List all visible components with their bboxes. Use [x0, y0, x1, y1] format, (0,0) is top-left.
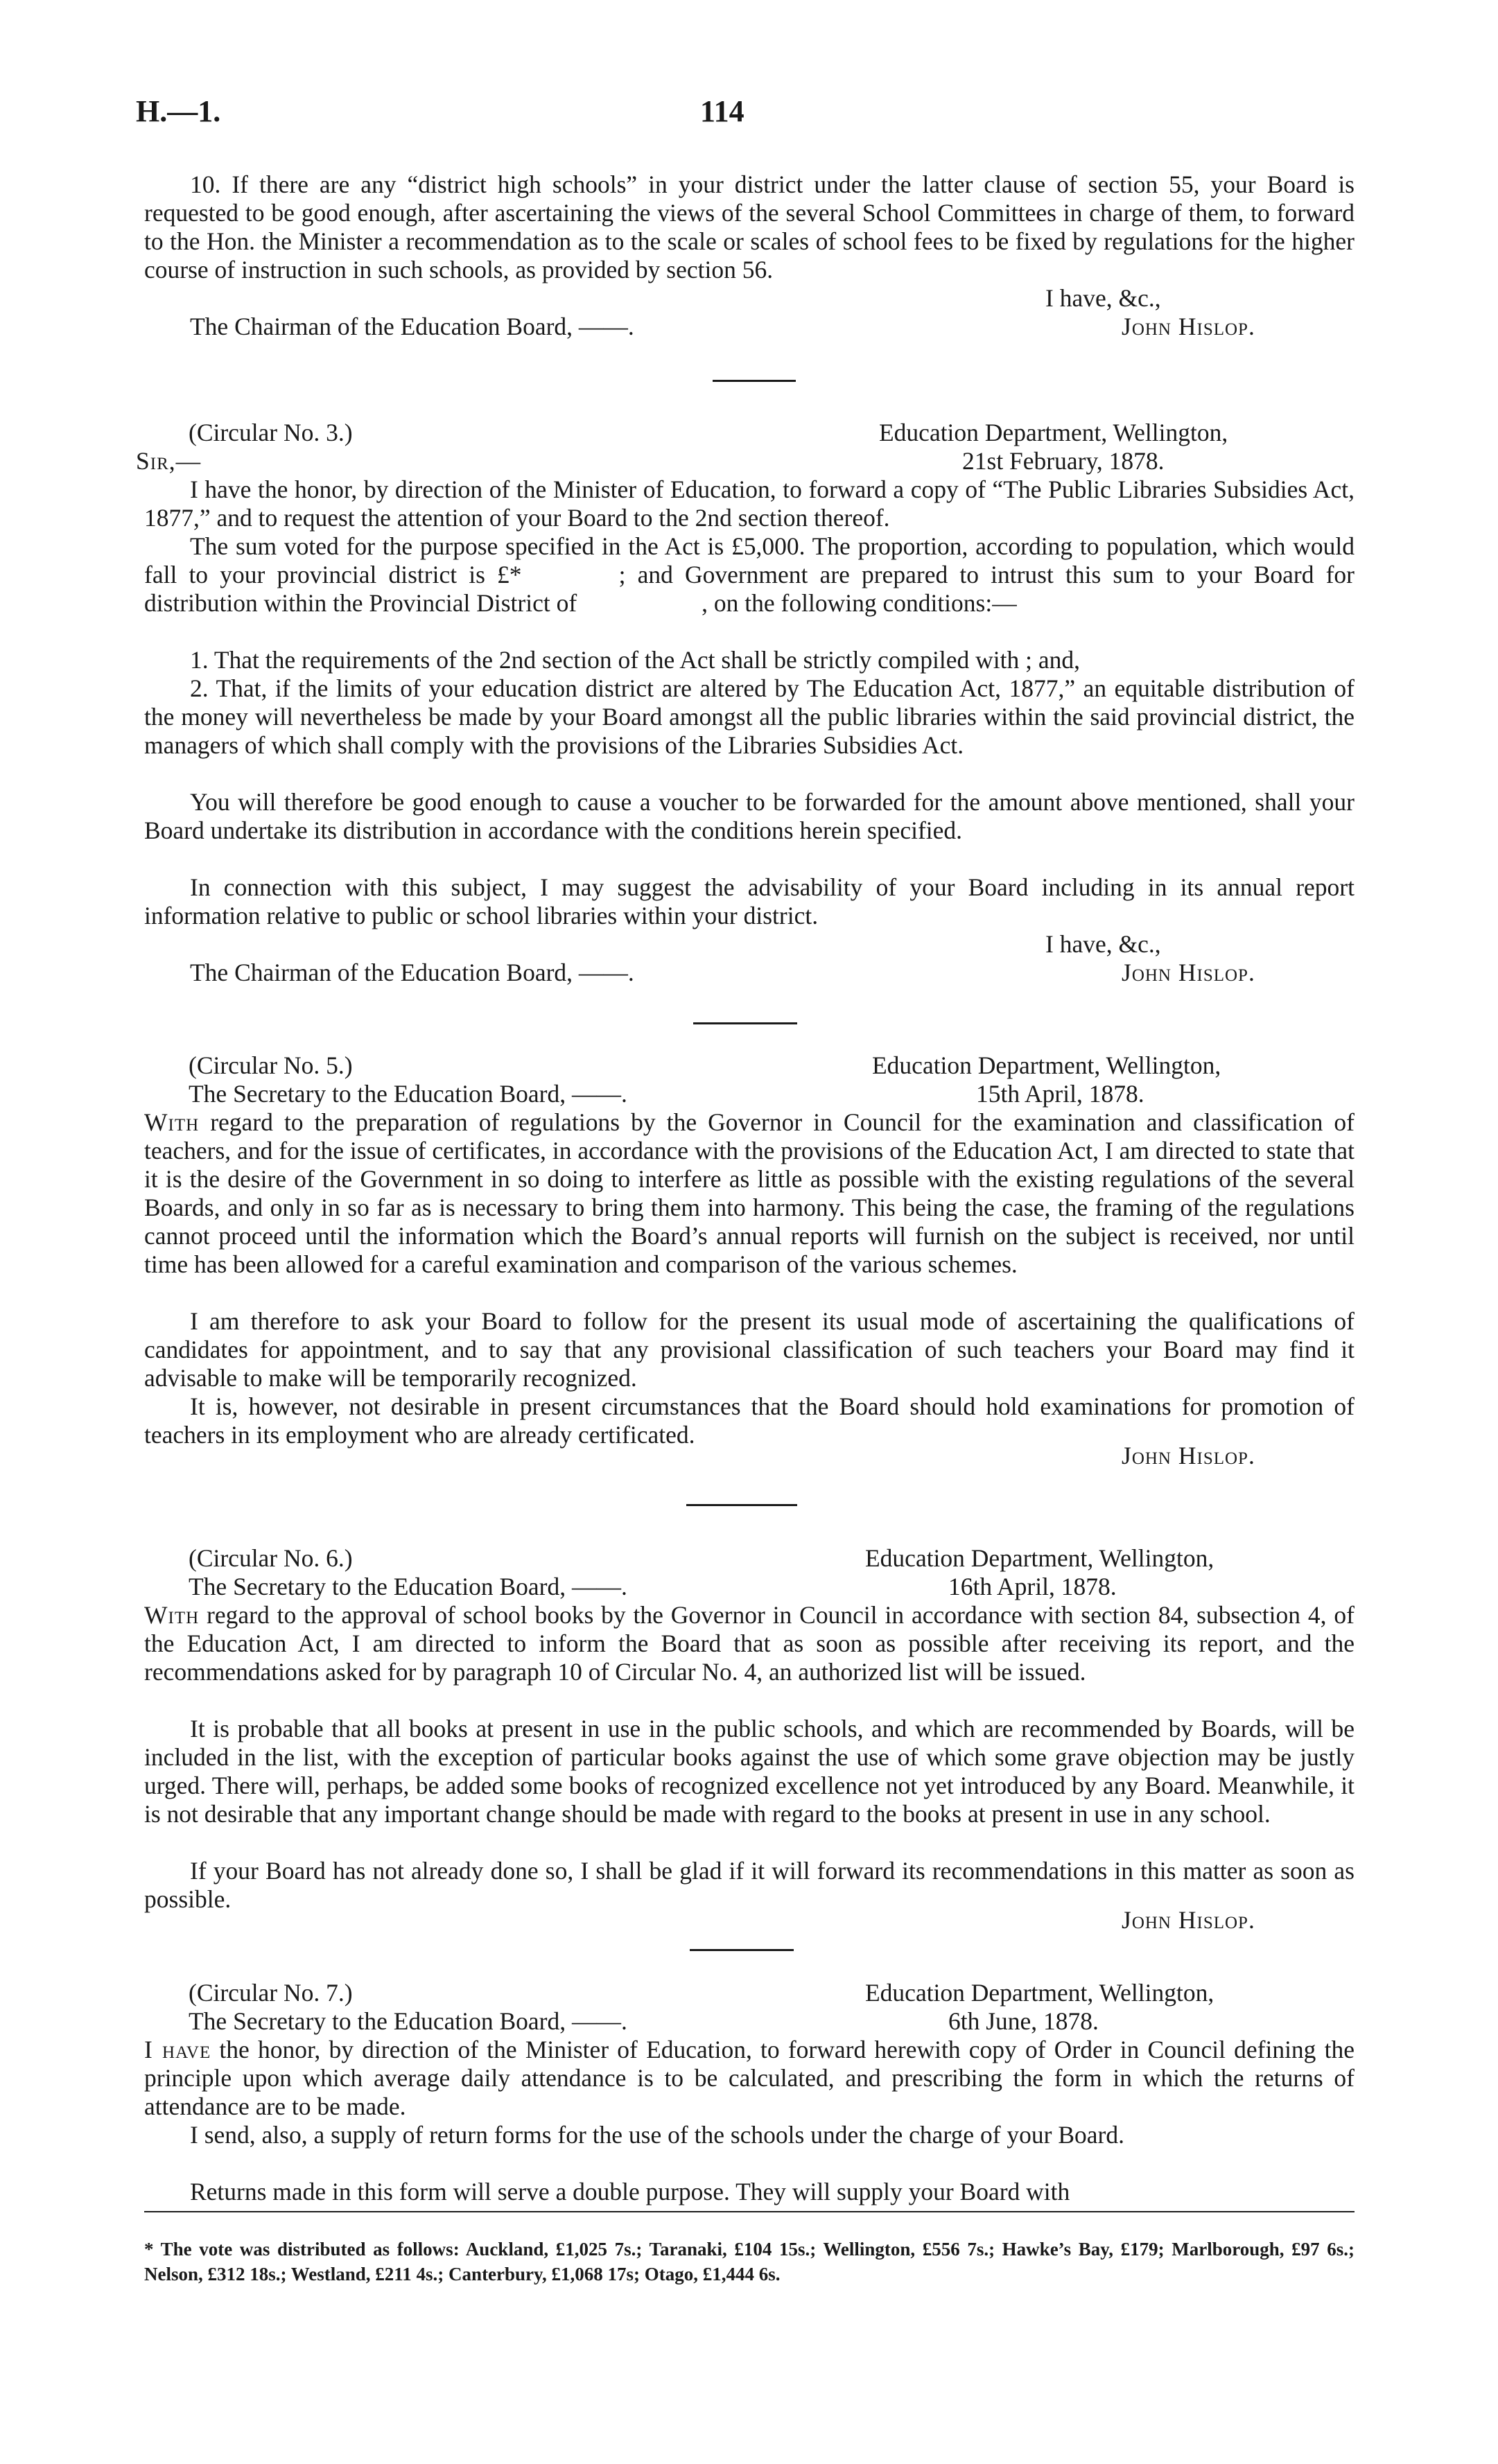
- paragraph-text: regard to the approval of school books by the Governor in Council in accordance with section 84, subsection 4, of the Education Act, I am directed to inform the Board that as soon as possible after receiving its report, and the recommendations asked for by paragraph 10 of Circular No. 4, an authorized list will be issued.: [144, 1601, 1355, 1686]
- signature: John Hislop.: [1122, 313, 1255, 340]
- circular-7-header-row: [144, 1979, 1355, 2007]
- department-line: Education Department, Wellington,: [865, 1544, 1214, 1572]
- addressee: The Chairman of the Education Board, ——.: [190, 959, 634, 986]
- paragraph-text: regard to the preparation of regulations by the Governor in Council for the examination and classification of teachers, and for the issue of certificates, in accordance with the provisions of the Education Act, I am directed to state that it is the desire of the Government in so doing to interfere as little as possible with the existing regulations of the several Boards, and only in so far as is necessary to bring them into harmony. This being the case, the framing of the regulations cannot proceed until the information which the Board’s annual reports will furnish on the subject is received, nor until time has been allowed for a careful examination and comparison of the various schemes.: [144, 1108, 1355, 1278]
- circular-label: (Circular No. 3.): [189, 419, 353, 446]
- circular-3-salutation-row: [136, 447, 1355, 475]
- circular-6-signature-row: [144, 1906, 1355, 1934]
- sum-text: The sum voted for the purpose specified in the Act is £5,000. The proportion, according to population, which would fall to your provincial district is £*: [144, 532, 1355, 588]
- circular-5-header-row: [144, 1051, 1355, 1080]
- circular-7-addressee-row: [144, 2007, 1355, 2036]
- circular-7-paragraph-1: [144, 2036, 1355, 2121]
- circular-7-paragraph-3: Returns made in this form will serve a double purpose. They will supply your Board with: [190, 2178, 1070, 2205]
- paragraph-text: the honor, by direction of the Minister of Education, to forward herewith copy of Order in Council defining the principle upon which average daily attendance is to be calculated, and prescribing the form in which the returns of attendance are to be made.: [144, 2036, 1355, 2120]
- date-line: 16th April, 1878.: [948, 1573, 1117, 1600]
- footnote-rule: [144, 2211, 1355, 2212]
- section-10-signature-row: [144, 313, 1355, 341]
- circular-5-addressee-row: [144, 1080, 1355, 1108]
- date-line: 6th June, 1878.: [948, 2007, 1099, 2035]
- circular-5-paragraph-3: It is, however, not desirable in present circumstances that the Board should hold examinations for promotion of teachers in its employment who are already certificated.: [144, 1392, 1355, 1449]
- circular-label: (Circular No. 6.): [189, 1544, 353, 1572]
- district-text: ; and Government are prepared to intrust this sum to your Board for distribution within the Provincial District of: [144, 561, 1355, 617]
- circular-6-paragraph-3: If your Board has not already done so, I shall be glad if it will forward its recommendations in this matter as soon as possible.: [144, 1857, 1355, 1913]
- lead-in: With: [144, 1601, 200, 1629]
- circular-label: (Circular No. 7.): [189, 1979, 353, 2007]
- section-divider: [713, 380, 796, 382]
- circular-3-paragraph-1: I have the honor, by direction of the Minister of Education, to forward a copy of “The Public Libraries Subsidies Act, 1877,” and to request the attention of your Board to the 2nd section thereof.: [144, 475, 1355, 532]
- signature: John Hislop.: [1122, 959, 1255, 986]
- closing-line: I have, &c.,: [1045, 284, 1161, 312]
- date-line: 21st February, 1878.: [962, 447, 1165, 475]
- section-10-paragraph: 10. If there are any “district high schools” in your district under the latter clause of section 55, your Board is requested to be good enough, after ascertaining the views of the several School Committees in charge of them, to forward to the Hon. the Minister a recommendation as to the scale or scales of school fees to be fixed by regulations for the higher course of instruction in such schools, as provided by section 56.: [144, 171, 1355, 283]
- circular-3-header-row: [144, 419, 1355, 447]
- circular-3-condition-1: 1. That the requirements of the 2nd section of the Act shall be strictly compiled with ; and,: [190, 646, 1080, 674]
- lead-in: With: [144, 1108, 200, 1136]
- section-10-closing-row: [144, 284, 1355, 313]
- circular-6-paragraph-2: It is probable that all books at present in use in the public schools, and which are recommended by Boards, will be included in the list, with the exception of particular books against the use of which some grave objection may be justly urged. There will, perhaps, be added some books of recognized excellence not yet introduced by any Board. Meanwhile, it is not desirable that any important change should be made with regard to the books at present in use in any school.: [144, 1715, 1355, 1828]
- addressee: The Secretary to the Education Board, ——.: [189, 1080, 627, 1108]
- circular-5-paragraph-1: [144, 1108, 1355, 1279]
- page-number: 114: [700, 94, 744, 128]
- circular-3-closing-row: [144, 930, 1355, 959]
- signature: John Hislop.: [1122, 1906, 1255, 1934]
- date-line: 15th April, 1878.: [976, 1080, 1144, 1108]
- department-line: Education Department, Wellington,: [865, 1979, 1214, 2007]
- addressee: The Secretary to the Education Board, ——.: [189, 2007, 627, 2035]
- conditions-text: , on the following conditions:—: [702, 589, 1017, 617]
- circular-6-paragraph-1: [144, 1601, 1355, 1686]
- footnote: * The vote was distributed as follows: Auckland, £1,025 7s.; Taranaki, £104 15s.; Wellington, £556 7s.; Hawke’s Bay, £179; Marlborough, £97 6s.; Nelson, £312 18s.; Westland, £211 4s.; Canterbury, £1,068 17s; Otago, £1,444 6s.: [144, 2239, 1355, 2284]
- circular-7-paragraph-2: I send, also, a supply of return forms for the use of the schools under the charge of your Board.: [190, 2121, 1124, 2149]
- circular-6-header-row: [144, 1544, 1355, 1573]
- closing-line: I have, &c.,: [1045, 930, 1161, 958]
- circular-5-paragraph-2: I am therefore to ask your Board to follow for the present its usual mode of ascertaining the qualifications of candidates for appointment, and to say that any provisional classification of such teachers your Board may find it advisable to make will be temporarily recognized.: [144, 1307, 1355, 1392]
- addressee: The Chairman of the Education Board, ——.: [190, 313, 634, 340]
- circular-3-paragraph-3: You will therefore be good enough to cause a voucher to be forwarded for the amount above mentioned, shall your Board undertake its distribution in accordance with the conditions herein specified.: [144, 788, 1355, 844]
- lead-in: I have: [144, 2036, 211, 2063]
- circular-3-paragraph-2: [144, 532, 1355, 618]
- circular-5-signature-row: [144, 1442, 1355, 1470]
- section-divider: [690, 1949, 794, 1951]
- circular-3-signature-row: [144, 959, 1355, 987]
- section-divider: [693, 1022, 797, 1024]
- circular-3-condition-2: 2. That, if the limits of your education district are altered by The Education Act, 1877,” an equitable distribution of the money will nevertheless be made by your Board amongst all the public libraries within the said provincial district, the managers of which shall comply with the provisions of the Libraries Subsidies Act.: [144, 674, 1355, 759]
- circular-6-addressee-row: [144, 1573, 1355, 1601]
- signature: John Hislop.: [1122, 1442, 1255, 1469]
- salutation: Sir,—: [136, 447, 202, 475]
- addressee: The Secretary to the Education Board, ——.: [189, 1573, 627, 1600]
- department-line: Education Department, Wellington,: [872, 1051, 1221, 1079]
- circular-label: (Circular No. 5.): [189, 1051, 353, 1079]
- section-divider: [686, 1504, 797, 1506]
- circular-3-paragraph-4: In connection with this subject, I may suggest the advisability of your Board including in its annual report information relative to public or school libraries within your district.: [144, 873, 1355, 929]
- document-reference: H.—1.: [136, 94, 221, 128]
- department-line: Education Department, Wellington,: [879, 419, 1228, 446]
